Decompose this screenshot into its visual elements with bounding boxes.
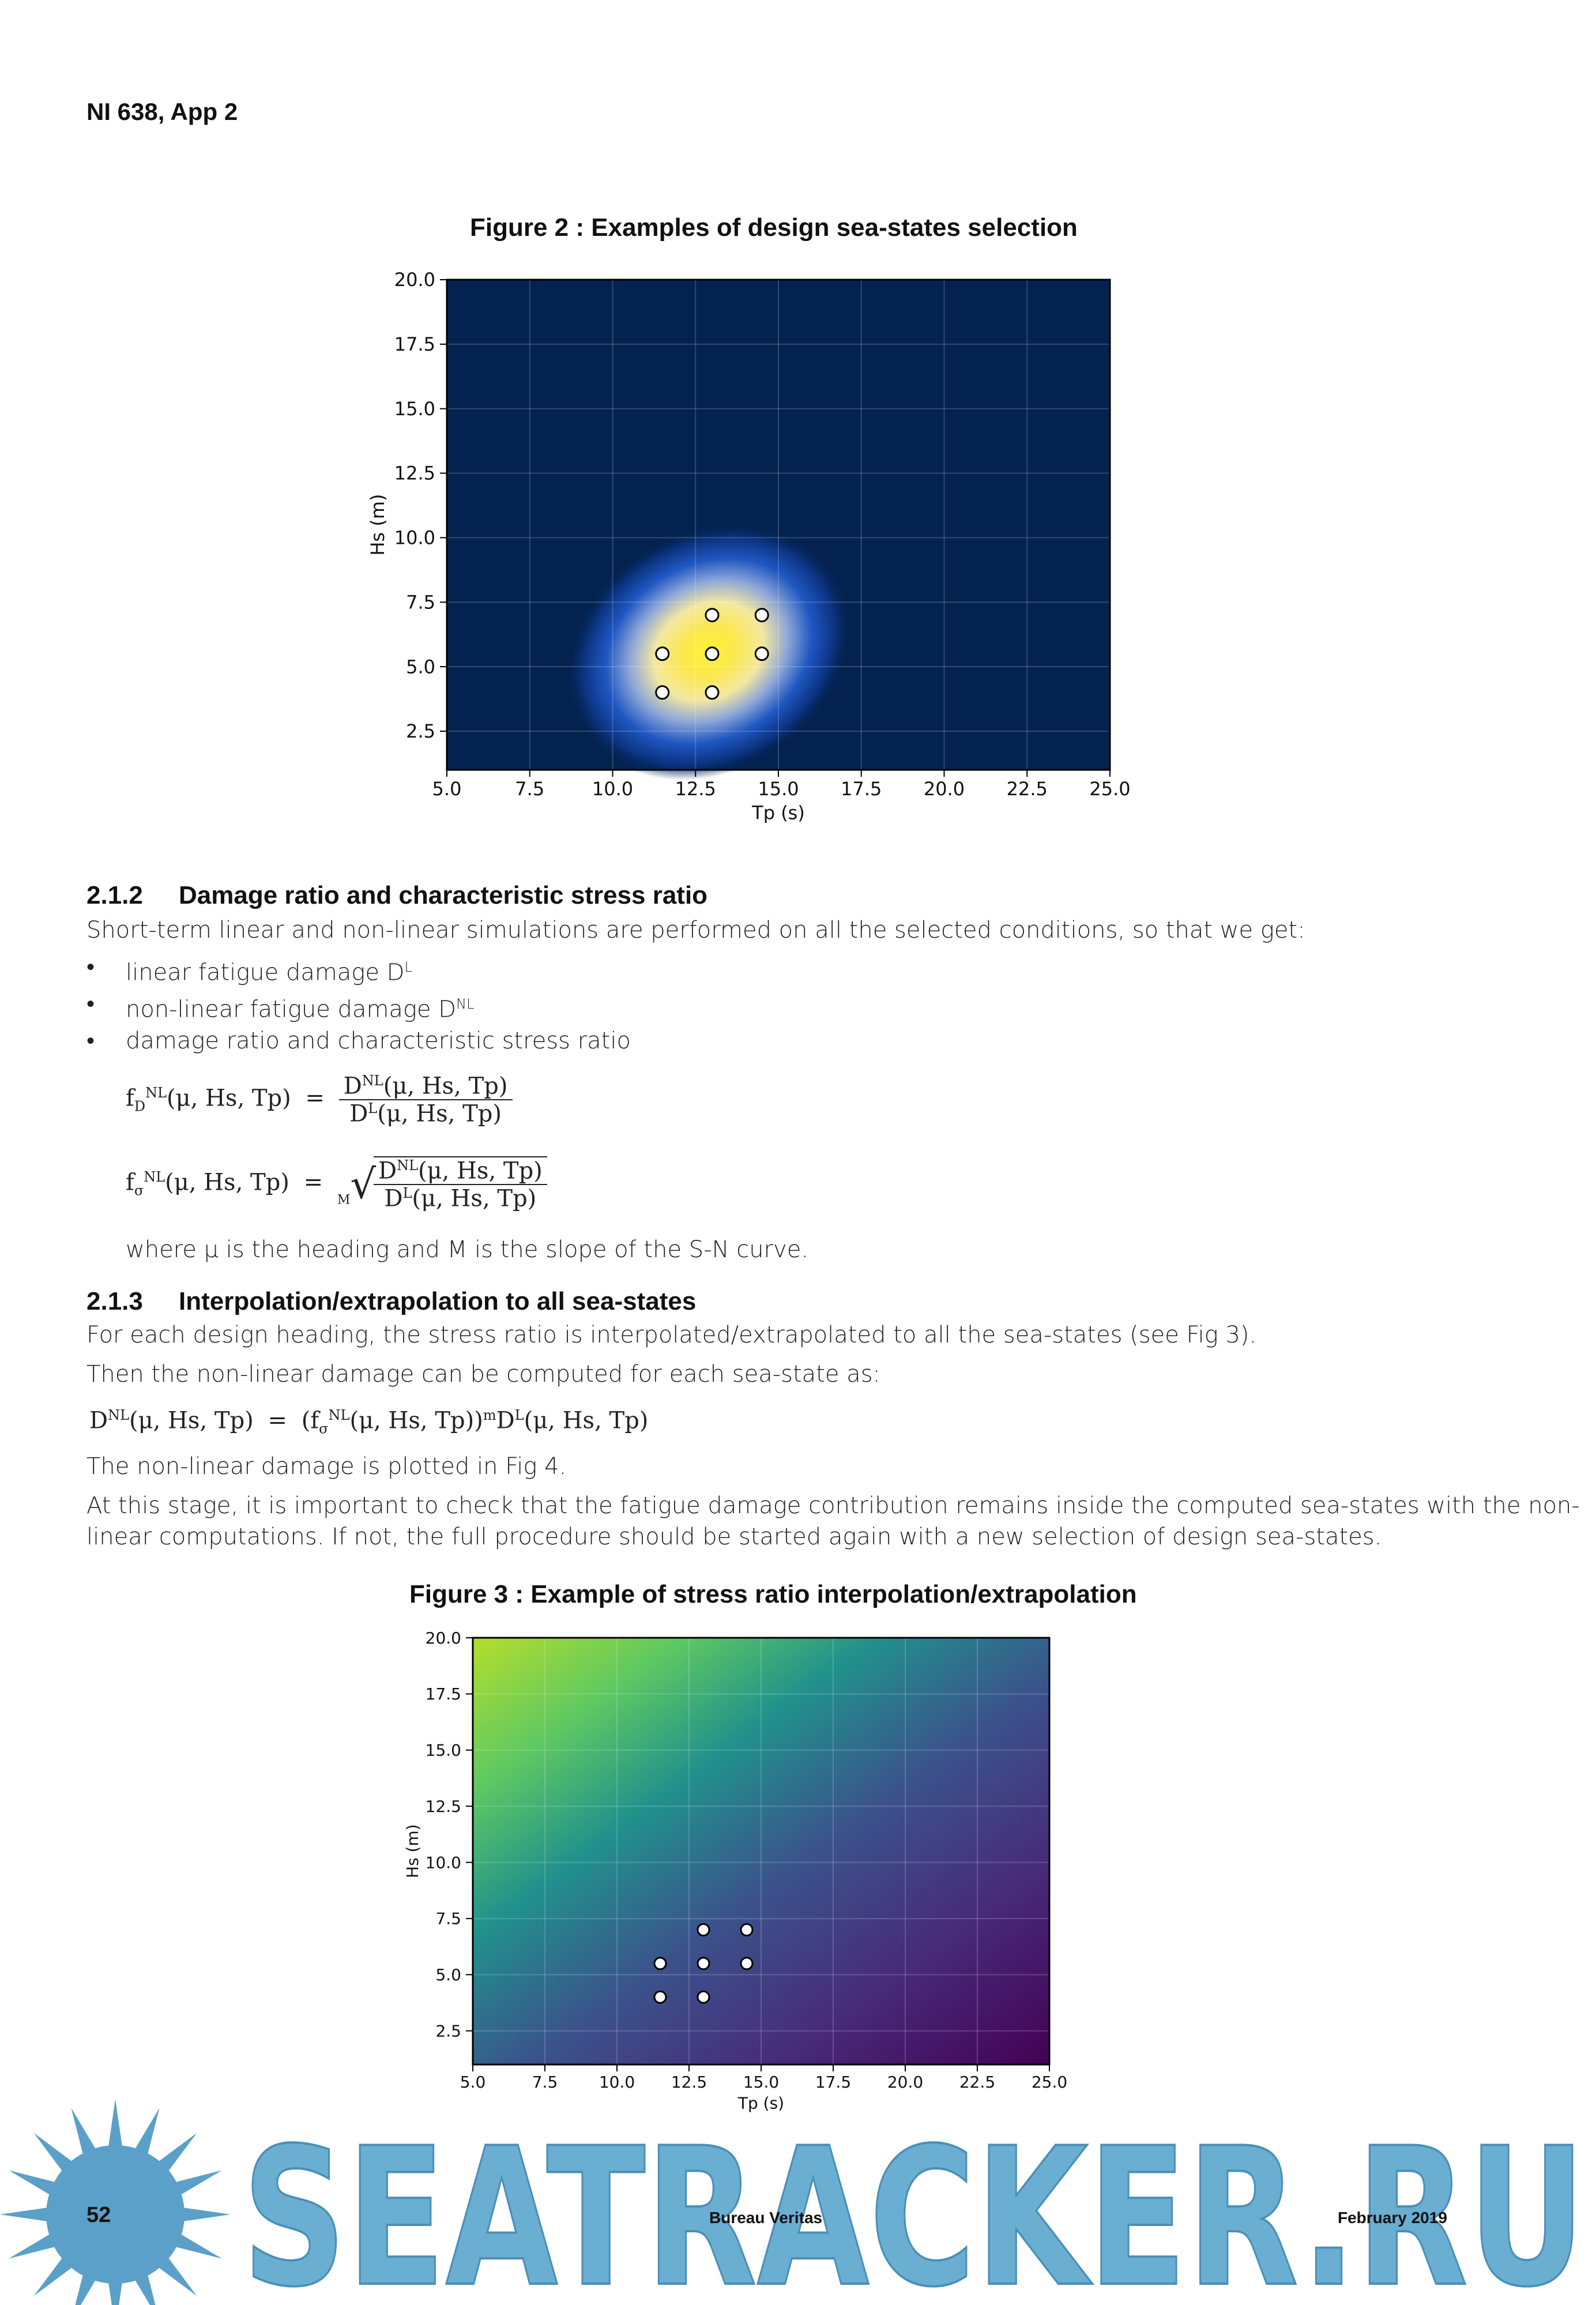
y-tick-label: 10.0 [394,527,435,549]
y-tick-label: 2.5 [435,2021,461,2041]
x-tick-label: 17.5 [815,2073,852,2092]
x-tick-label: 20.0 [887,2073,924,2092]
x-tick-label: 7.5 [532,2073,558,2092]
sun-ray [178,2207,231,2222]
y-axis-label: Hs (m) [367,494,389,556]
watermark-text: SEATRACKER.RU [242,2107,1586,2305]
x-tick-label: 25.0 [1031,2073,1068,2092]
footer-date: February 2019 [1338,2209,1447,2227]
x-tick-label: 5.0 [460,2073,486,2092]
x-tick-label: 10.0 [598,2073,635,2092]
y-tick-label: 5.0 [435,1965,461,1985]
figure3-chart [369,1620,1107,2128]
sun-ray [0,2207,52,2222]
figure3-title: Figure 3 : Example of stress ratio interpolation/extrapolation [409,1580,1137,1608]
y-tick-label: 12.5 [425,1796,461,1816]
y-tick-label: 2.5 [406,720,435,743]
sea-state-point [741,1924,752,1935]
figure2-chart [346,260,1153,830]
y-tick-label: 12.5 [394,462,435,484]
figure2-title: Figure 2 : Examples of design sea-states selection [470,213,1078,242]
sea-state-point [656,648,669,660]
footer-publisher: Bureau Veritas [709,2209,823,2227]
sea-state-point [698,1958,709,1969]
sea-state-point [654,1958,666,1969]
where-text: where μ is the heading and M is the slope of the S-N curve. [126,1236,809,1263]
x-tick-label: 20.0 [923,778,965,800]
equation-stress-ratio: $f_\sigma^{NL}(\mu$, Hs, Tp) = $_M$√ $\frac{D^{NL}(\mu, Hs, Tp)}{D^L(\mu, Hs, Tp)}$ [126,1156,547,1212]
y-tick-label: 5.0 [406,656,435,678]
y-tick-label: 7.5 [406,591,435,614]
sun-logo-icon [0,2099,231,2305]
y-tick-label: 7.5 [435,1909,461,1928]
equation-damage-ratio: $f_D^{NL}(\mu$, Hs, Tp) = $\frac{D^{NL}(\mu, Hs, Tp)}{D^L(\mu, Hs, Tp)}$ [126,1073,513,1127]
sea-state-point [698,1991,709,2003]
sea-state-point [706,609,718,622]
section-number: 2.1.2 [86,881,143,909]
sea-state-point [741,1958,752,1969]
x-tick-label: 22.5 [959,2073,996,2092]
sea-state-point [698,1924,709,1935]
section-title: Interpolation/extrapolation to all sea-states [179,1287,697,1315]
sea-state-point [656,686,669,699]
watermark [0,2076,1596,2305]
x-tick-label: 22.5 [1006,778,1048,800]
y-axis-label: Hs (m) [402,1824,422,1878]
sea-state-point [755,648,768,660]
x-tick-label: 12.5 [671,2073,707,2092]
section-213-heading [86,1287,696,1316]
section-213-p4a: At this stage, it is important to check that the fatigue damage contribution remains inside the computed sea-states with the non- [86,1492,1580,1519]
sea-state-point [706,648,718,660]
y-tick-label: 17.5 [425,1684,461,1704]
section-212-intro: Short-term linear and non-linear simulations are performed on all the selected conditions, so that we get: [86,917,1305,943]
section-number: 2.1.3 [86,1287,143,1315]
sea-state-point [755,609,768,622]
section-title: Damage ratio and characteristic stress ratio [179,881,708,909]
y-tick-label: 20.0 [425,1628,461,1648]
section-212-heading [86,881,707,910]
x-tick-label: 10.0 [592,778,634,800]
x-tick-label: 17.5 [841,778,882,800]
x-tick-label: 15.0 [758,778,799,800]
document-header: NI 638, App 2 [86,98,238,125]
section-213-p1: For each design heading, the stress ratio is interpolated/extrapolated to all the sea-states (see Fig 3). [86,1322,1257,1348]
y-tick-label: 17.5 [394,333,435,356]
y-tick-label: 15.0 [425,1740,461,1760]
sea-state-point [654,1991,666,2003]
x-axis-label: Tp (s) [737,2093,785,2113]
x-tick-label: 12.5 [675,778,716,800]
section-213-p4b: linear computations. If not, the full procedure should be started again with a new selection of design sea-states. [86,1524,1382,1550]
page-number: 52 [86,2203,111,2227]
x-tick-label: 5.0 [432,778,462,800]
section-213-p3: The non-linear damage is plotted in Fig 4. [86,1453,567,1480]
x-axis-label: Tp (s) [752,802,805,824]
sea-state-point [706,686,718,699]
y-tick-label: 15.0 [394,397,435,420]
y-tick-label: 10.0 [425,1853,461,1872]
section-213-p2: Then the non-linear damage can be computed for each sea-state as: [86,1361,881,1387]
x-tick-label: 15.0 [743,2073,780,2092]
y-tick-label: 20.0 [394,269,435,291]
equation-nonlinear-damage: $D^{NL}(\mu$, Hs, $Tp) = (f_\sigma^{NL}(\mu$, Hs, $Tp))^mD^L(\mu$, Hs, Tp) [89,1407,649,1437]
x-tick-label: 7.5 [515,778,545,800]
x-tick-label: 25.0 [1089,778,1131,800]
sun-ray [108,2099,123,2152]
